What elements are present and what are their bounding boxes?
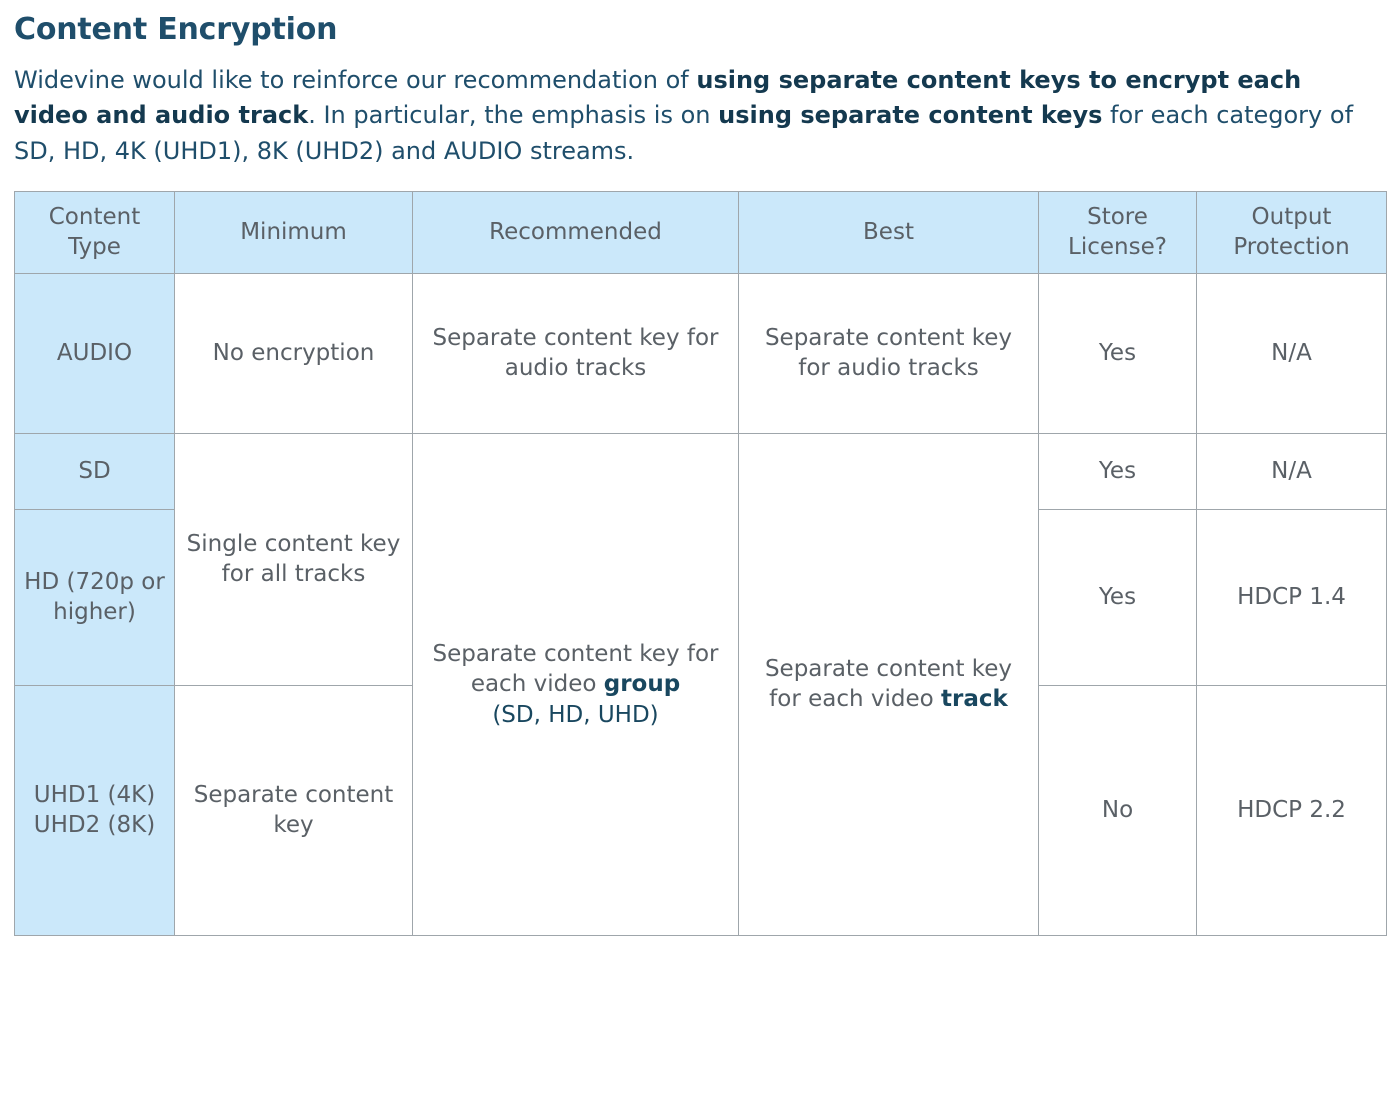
page-title: Content Encryption xyxy=(14,12,338,47)
cell-content-type-uhd xyxy=(15,685,175,935)
header-content-type: Content Type xyxy=(15,191,175,273)
cell-output-protection-hd: HDCP 1.4 xyxy=(1197,509,1387,685)
cell-minimum-uhd: Separate content key xyxy=(175,685,413,935)
cell-best-audio: Separate content key for audio tracks xyxy=(739,273,1039,433)
cell-content-type-uhd2: UHD2 (8K) xyxy=(33,812,156,839)
best-bold: track xyxy=(941,686,1008,713)
recommended-line2: (SD, HD, UHD) xyxy=(492,701,659,728)
cell-best-video xyxy=(739,433,1039,935)
intro-text-part1: Widevine would like to reinforce our recommendation of xyxy=(14,66,697,94)
cell-recommended-video xyxy=(413,433,739,935)
cell-output-protection-uhd: HDCP 2.2 xyxy=(1197,685,1387,935)
best-line1: Separate content key for each video xyxy=(764,655,1013,713)
table-row xyxy=(15,273,1387,433)
cell-minimum-audio: No encryption xyxy=(175,273,413,433)
intro-text-part2: . In particular, the emphasis is on xyxy=(308,101,719,130)
cell-store-license-hd: Yes xyxy=(1039,509,1197,685)
cell-content-type-hd: HD (720p or higher) xyxy=(15,509,175,685)
header-output-protection: Output Protection xyxy=(1197,191,1387,273)
cell-store-license-uhd: No xyxy=(1039,685,1197,935)
cell-store-license-audio: Yes xyxy=(1039,273,1197,433)
recommended-line1: Separate content key for each video xyxy=(432,640,719,698)
intro-paragraph xyxy=(14,63,1378,169)
header-recommended: Recommended xyxy=(413,191,739,273)
cell-content-type-audio: AUDIO xyxy=(15,273,175,433)
cell-minimum-sd-hd: Single content key for all tracks xyxy=(175,433,413,685)
intro-bold-1: using separate content keys to encrypt each video and audio track xyxy=(14,66,1302,130)
table-header xyxy=(15,191,1387,273)
table-header-row xyxy=(15,191,1387,273)
table-body xyxy=(15,273,1387,935)
content-encryption-table xyxy=(14,191,1387,936)
header-store-license: Store License? xyxy=(1039,191,1197,273)
recommended-bold: group xyxy=(603,671,681,698)
cell-output-protection-audio: N/A xyxy=(1197,273,1387,433)
intro-bold-2: using separate content keys xyxy=(718,101,1103,130)
cell-content-type-sd: SD xyxy=(15,433,175,509)
cell-recommended-audio: Separate content key for audio tracks xyxy=(413,273,739,433)
cell-output-protection-sd: N/A xyxy=(1197,433,1387,509)
header-minimum: Minimum xyxy=(175,191,413,273)
intro-text-part3: for each category of SD, HD, 4K (UHD1), 8K (UHD2) and AUDIO streams. xyxy=(14,101,1354,165)
cell-store-license-sd: Yes xyxy=(1039,433,1197,509)
cell-content-type-uhd1: UHD1 (4K) xyxy=(33,781,156,808)
header-best: Best xyxy=(739,191,1039,273)
table-row xyxy=(15,433,1387,509)
